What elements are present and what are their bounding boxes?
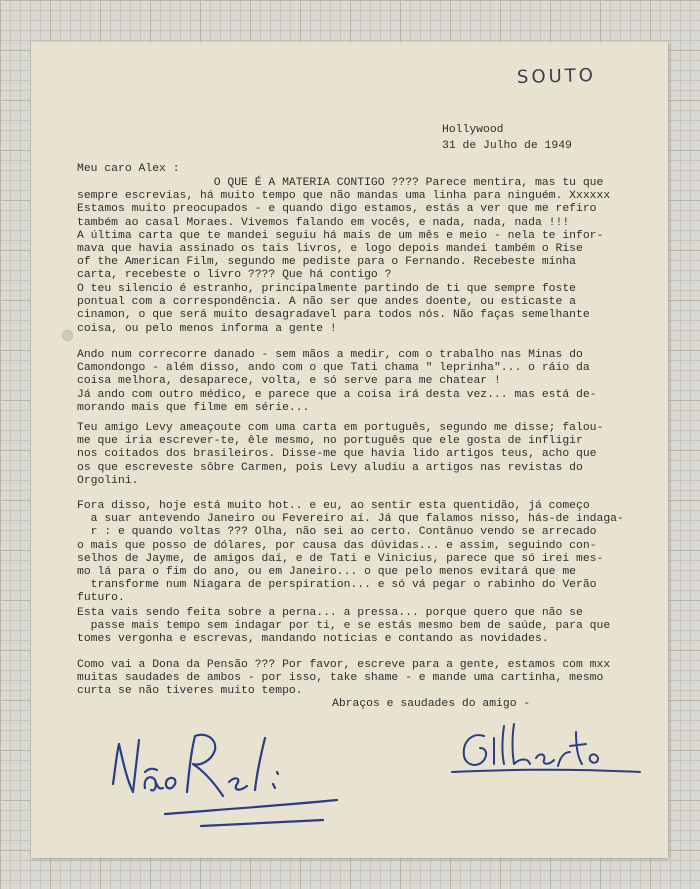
text-line: A última carta que te mandei seguiu há mais de um mês e meio - nela te infor-	[77, 229, 604, 242]
text-line: cinamon, o que será muito desagradavel para todos nós. Não faças semelhante	[77, 309, 590, 322]
text-line: carta, recebeste o livro ???? Que há contigo ?	[77, 269, 392, 282]
text-line: tomes vergonha e escrevas, mandando notícias e contando as novidades.	[77, 633, 549, 646]
paragraph-5	[77, 500, 624, 606]
paragraph-3	[77, 349, 597, 415]
text-line: of the American Film, segundo me pediste para o Fernando. Recebeste minha	[77, 256, 576, 269]
handwritten-annotation: SOUTO	[516, 64, 597, 89]
text-line: Estamos muito preocupados - e quando digo estamos, estás a ver que me refiro	[77, 203, 597, 216]
text-line: mava que havia assinado os tais livros, e logo depois mandei também o Rise	[77, 243, 583, 256]
text-line: transforme num Niagara de perspiration... e só vá pegar o rabinho do Verão	[77, 579, 597, 592]
text-line: Ando num correcorre danado - sem mãos a medir, com o trabalho nas Minas do	[77, 349, 583, 361]
letter-greeting: Meu caro Alex :	[77, 163, 180, 175]
text-line: r : e quando voltas ??? Olha, não sei ao certo. Contânuo vendo se arrecado	[77, 526, 597, 539]
letter-place: Hollywood	[442, 124, 504, 136]
paragraph-4	[77, 422, 603, 488]
text-line: mo lá para o fim do ano, ou em Janeiro... o que pelo menos evitará que me	[77, 566, 576, 579]
text-line: pontual com a correspondência. A não ser que andes doente, ou esticaste a	[77, 296, 576, 309]
text-line: O teu silencio é estranho, principalmente partindo de ti que sempre foste	[77, 283, 576, 295]
text-line: O QUE É A MATERIA CONTIGO ???? Parece mentira, mas tu que	[77, 177, 604, 189]
letter-closing: Abraços e saudades do amigo -	[332, 698, 531, 710]
punch-hole	[62, 330, 73, 341]
text-line: passe mais tempo sem indagar por ti, e se estás mesmo bem de saúde, para que	[77, 620, 611, 633]
text-line: futuro.	[77, 592, 125, 605]
text-line: Já ando com outro médico, e parece que a coisa irá desta vez... mas está de-	[77, 388, 597, 401]
text-line: Teu amigo Levy ameaçoute com uma carta em português, segundo me disse; falou-	[77, 422, 604, 434]
text-line: coisa, ou pelo menos informa a gente !	[77, 322, 337, 335]
paragraph-2	[77, 283, 590, 336]
paragraph-7	[77, 659, 610, 699]
text-line: também ao casal Moraes. Vivemos falando em vocês, e nada, nada, nada !!!	[77, 216, 570, 229]
paragraph-1	[77, 177, 610, 283]
signature-gilberto	[450, 718, 650, 788]
text-line: Fora disso, hoje está muito hot.. e eu, ao sentir esta quentidão, já começo	[77, 500, 590, 512]
text-line: Esta vais sendo feita sobre a perna... a pressa... porque quero que não se	[77, 607, 583, 619]
letter-date: 31 de Julho de 1949	[442, 140, 572, 152]
text-line: muitas saudades de ambos - por isso, take shame - e mande uma cartinha, mesmo	[77, 672, 604, 685]
text-line: Orgolini.	[77, 474, 139, 487]
signature-nao-reli	[105, 722, 355, 842]
text-line: me que iria escrever-te, êle mesmo, no português que ele gosta de infligir	[77, 435, 583, 448]
text-line: a suar antevendo Janeiro ou Fevereiro aí. Já que falamos nisso, hás-de indaga-	[77, 513, 624, 526]
text-line: selhos de Jayme, de amigos daí, e de Tati e Vinicius, parece que só irei mes-	[77, 552, 604, 565]
text-line: morando mais que filme em série...	[77, 401, 310, 414]
text-line: sempre escrevias, há muito tempo que não mandas uma linha para ninguém. Xxxxxx	[77, 190, 611, 203]
text-line: coisa melhora, desaparece, volta, e só serve para me chatear !	[77, 375, 501, 388]
text-line: Como vai a Dona da Pensão ??? Por favor, escreve para a gente, estamos com mxx	[77, 659, 611, 671]
text-line: Camondongo - além disso, ando com o que Tati chama " leprinha"... o ráio da	[77, 362, 590, 375]
text-line: os que escreveste sôbre Carmen, pois Levy aludiu a artigos nas revistas do	[77, 461, 583, 474]
text-line: o mais que posso de dólares, por causa das dúvidas... e assim, seguindo con-	[77, 539, 597, 552]
paragraph-6	[77, 607, 610, 647]
text-line: nos coitados dos brasileiros. Disse-me que havia lido artigos teus, acho que	[77, 448, 597, 461]
text-line: curta se não tiveres muito tempo.	[77, 685, 303, 698]
